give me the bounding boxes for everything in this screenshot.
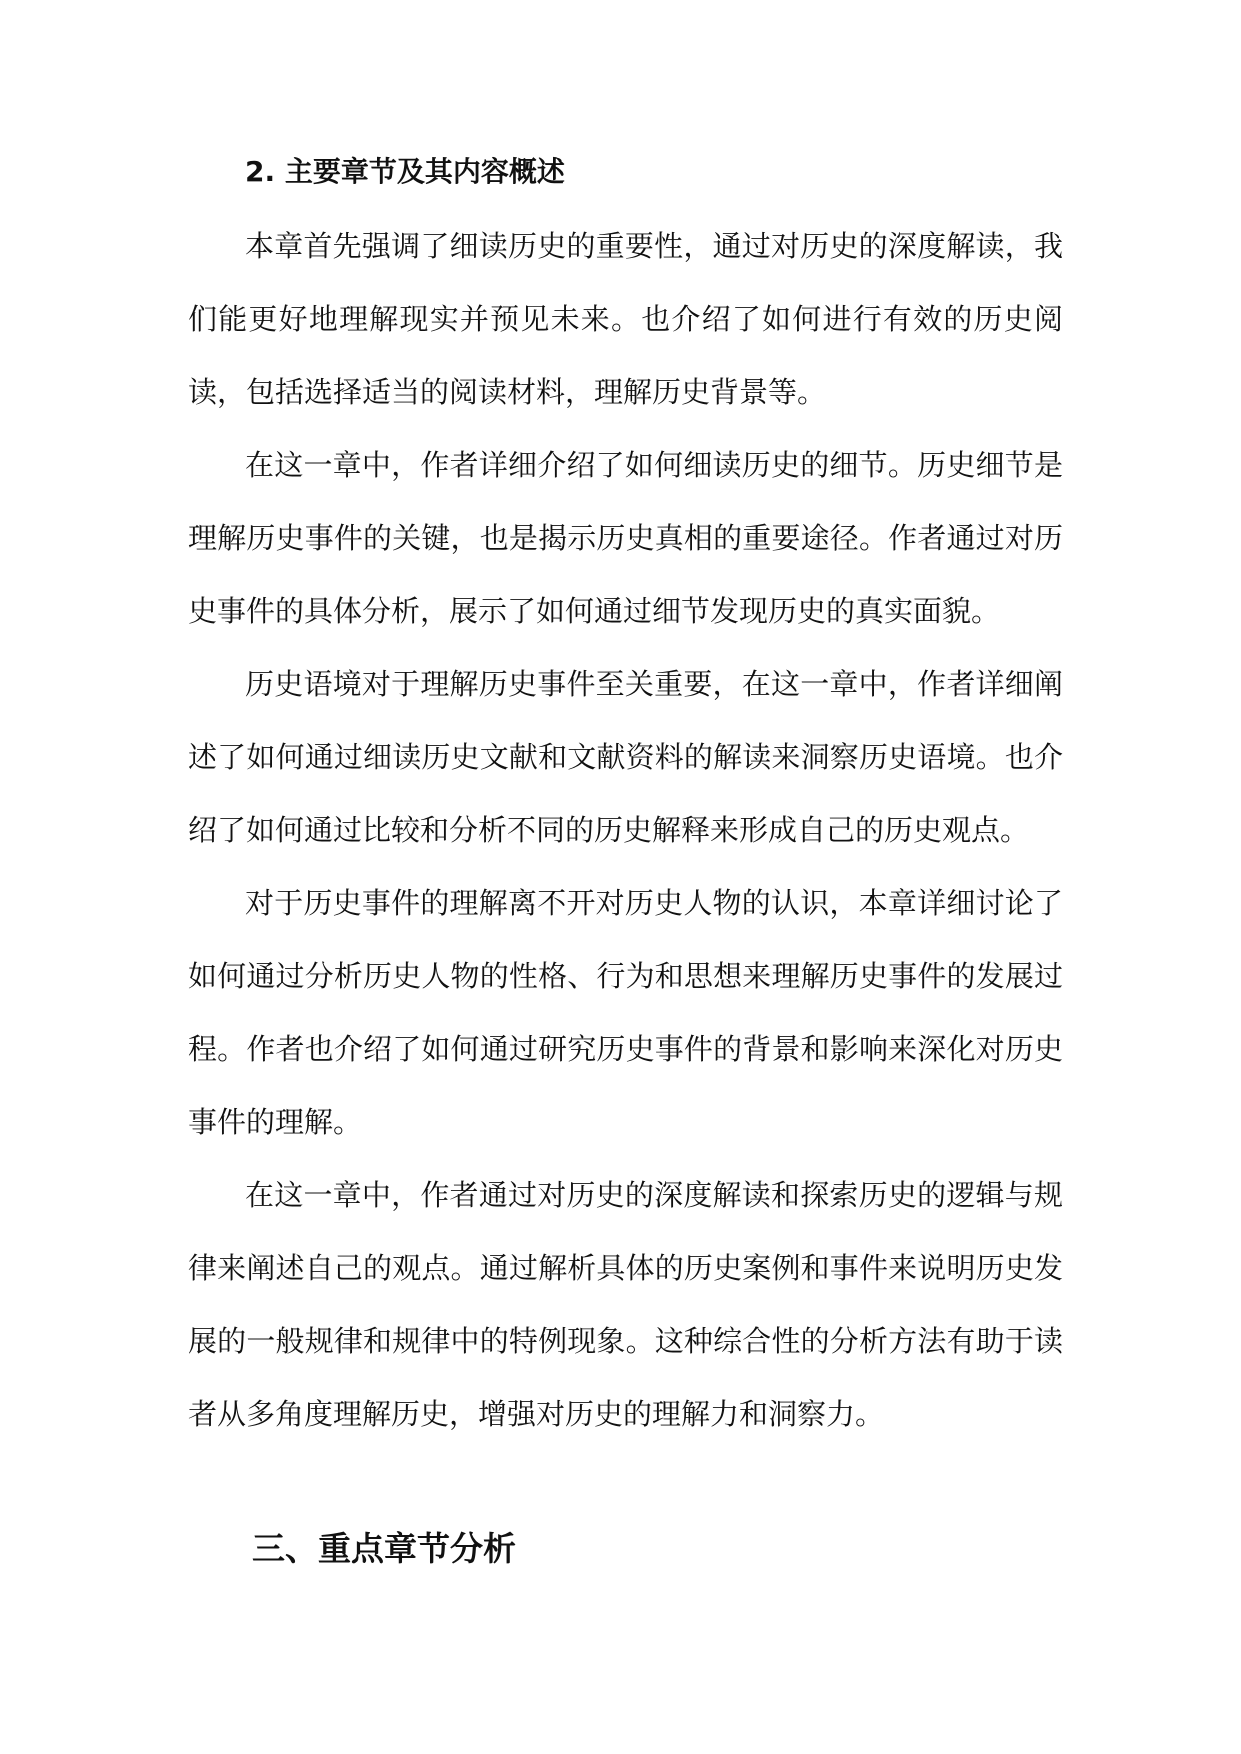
paragraph-1: 本章首先强调了细读历史的重要性，通过对历史的深度解读，我们能更好地理解现实并预见未来。也介绍了如何进行有效的历史阅读，包括选择适当的阅读材料，理解历史背景等。 — [188, 229, 1063, 409]
paragraph-2: 在这一章中，作者详细介绍了如何细读历史的细节。历史细节是理解历史事件的关键，也是揭示历史真相的重要途径。作者通过对历史事件的具体分析，展示了如何通过细节发现历史的真实面貌。 — [188, 448, 1063, 628]
paragraph-3: 历史语境对于理解历史事件至关重要，在这一章中，作者详细阐述了如何通过细读历史文献和文献资料的解读来洞察历史语境。也介绍了如何通过比较和分析不同的历史解释来形成自己的历史观点。 — [188, 667, 1063, 847]
paragraph-5: 在这一章中，作者通过对历史的深度解读和探索历史的逻辑与规律来阐述自己的观点。通过解析具体的历史案例和事件来说明历史发展的一般规律和规律中的特例现象。这种综合性的分析方法有助于读者从多角度理解历史，增强对历史的理解力和洞察力。 — [188, 1178, 1063, 1431]
paragraph-4: 对于历史事件的理解离不开对历史人物的认识，本章详细讨论了如何通过分析历史人物的性格、行为和思想来理解历史事件的发展过程。作者也介绍了如何通过研究历史事件的背景和影响来深化对历史事件的理解。 — [188, 886, 1063, 1139]
section-heading: 三、重点章节分析 — [252, 1529, 516, 1568]
subheading: 2. 主要章节及其内容概述 — [245, 155, 565, 188]
